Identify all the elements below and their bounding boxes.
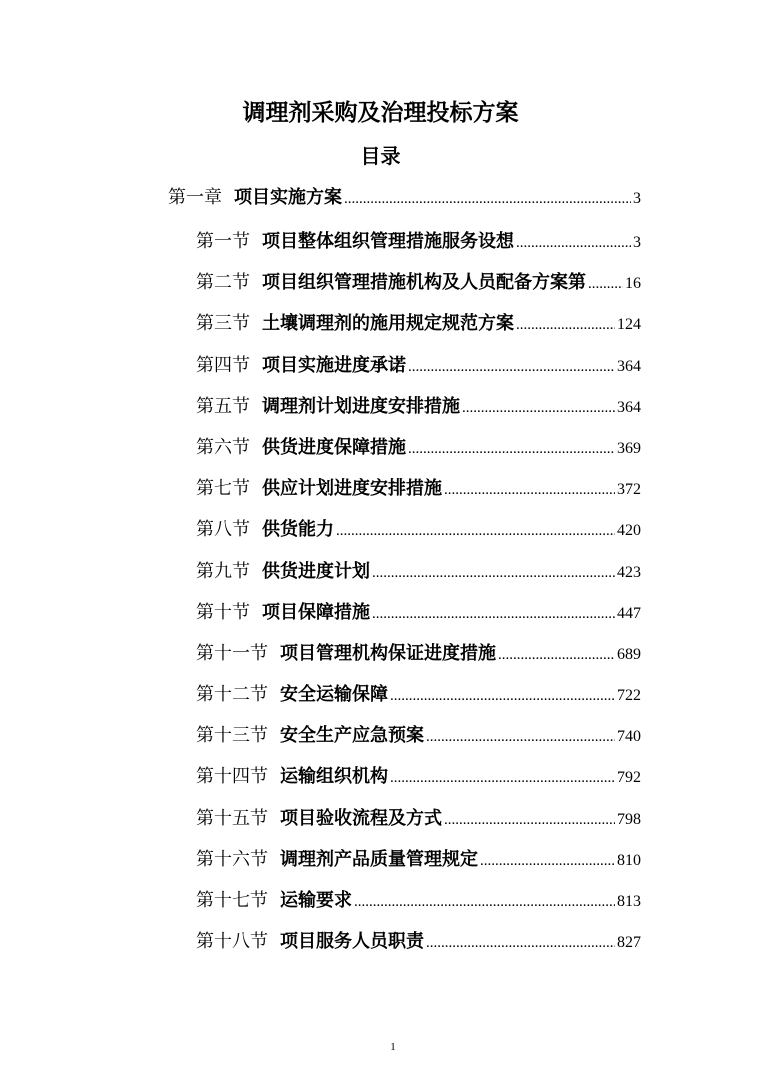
toc-section-title: 调理剂产品质量管理规定 bbox=[280, 848, 478, 869]
toc-section-page: 740 bbox=[617, 728, 641, 746]
dot-leader bbox=[336, 511, 615, 552]
dot-leader bbox=[588, 264, 623, 305]
toc-section-entry[interactable] bbox=[168, 509, 641, 550]
toc-section-page: 722 bbox=[617, 687, 641, 705]
toc-section-list bbox=[168, 221, 641, 962]
toc-section-page: 689 bbox=[617, 645, 641, 663]
toc-section-label: 第一节 bbox=[196, 231, 250, 251]
toc-chapter-entry[interactable] bbox=[168, 177, 641, 218]
toc-section-entry[interactable] bbox=[168, 551, 641, 592]
toc-heading: 目录 bbox=[360, 146, 401, 168]
toc-section-page: 372 bbox=[617, 481, 641, 499]
toc-section-title: 供货能力 bbox=[262, 519, 334, 540]
toc-section-entry[interactable] bbox=[168, 756, 641, 797]
toc-section-label: 第十四节 bbox=[196, 766, 268, 787]
document-title: 调理剂采购及治理投标方案 bbox=[242, 99, 519, 125]
toc-section-page: 798 bbox=[617, 810, 641, 828]
toc-section-label: 第七节 bbox=[196, 478, 250, 499]
toc-section-entry[interactable] bbox=[168, 633, 641, 674]
toc-section-label: 第十二节 bbox=[196, 684, 268, 705]
toc-section-label: 第四节 bbox=[196, 354, 250, 375]
toc-section-title: 项目管理机构保证进度措施 bbox=[280, 642, 496, 663]
toc-section-entry[interactable] bbox=[168, 674, 641, 715]
dot-leader bbox=[408, 347, 615, 388]
toc-section-entry[interactable] bbox=[168, 345, 641, 386]
toc-section-label: 第九节 bbox=[196, 560, 250, 581]
toc-section-page: 3 bbox=[633, 234, 641, 251]
toc-section-title: 土壤调理剂的施用规定规范方案 bbox=[262, 313, 514, 334]
toc-section-entry[interactable] bbox=[168, 921, 641, 962]
table-of-contents bbox=[168, 177, 641, 962]
toc-section-entry[interactable] bbox=[168, 386, 641, 427]
toc-section-entry[interactable] bbox=[168, 221, 641, 262]
dot-leader bbox=[444, 470, 615, 511]
toc-section-entry[interactable] bbox=[168, 262, 641, 303]
dot-leader bbox=[480, 841, 615, 882]
dot-leader bbox=[444, 800, 615, 841]
toc-section-label: 第八节 bbox=[196, 519, 250, 540]
toc-section-title: 供应计划进度安排措施 bbox=[262, 478, 442, 499]
toc-section-page: 827 bbox=[617, 934, 641, 952]
toc-section-title: 调理剂计划进度安排措施 bbox=[262, 395, 460, 416]
toc-section-title: 安全运输保障 bbox=[280, 684, 388, 705]
toc-section-title: 供货进度保障措施 bbox=[262, 436, 406, 457]
dot-leader bbox=[516, 223, 631, 264]
dot-leader bbox=[426, 717, 615, 758]
toc-section-page: 364 bbox=[617, 398, 641, 416]
toc-chapter-title: 项目实施方案 bbox=[234, 187, 342, 207]
dot-leader bbox=[516, 305, 615, 346]
dot-leader bbox=[390, 758, 615, 799]
toc-section-title: 供货进度计划 bbox=[262, 560, 370, 581]
dot-leader bbox=[354, 882, 615, 923]
toc-section-title: 运输要求 bbox=[280, 890, 352, 910]
toc-section-title: 项目组织管理措施机构及人员配备方案第 bbox=[262, 272, 586, 293]
toc-section-label: 第五节 bbox=[196, 395, 250, 416]
toc-section-title: 项目验收流程及方式 bbox=[280, 807, 442, 828]
dot-leader bbox=[390, 676, 615, 717]
toc-section-label: 第十一节 bbox=[196, 642, 268, 663]
dot-leader bbox=[372, 553, 615, 594]
toc-section-entry[interactable] bbox=[168, 715, 641, 756]
toc-section-label: 第六节 bbox=[196, 436, 250, 457]
toc-section-title: 项目整体组织管理措施服务设想 bbox=[262, 231, 514, 251]
toc-section-label: 第十五节 bbox=[196, 807, 268, 828]
dot-leader bbox=[498, 635, 615, 676]
page-number: 1 bbox=[390, 1041, 396, 1053]
toc-section-entry[interactable] bbox=[168, 798, 641, 839]
toc-section-page: 810 bbox=[617, 851, 641, 869]
toc-section-label: 第十六节 bbox=[196, 848, 268, 869]
toc-section-entry[interactable] bbox=[168, 468, 641, 509]
toc-section-label: 第十节 bbox=[196, 601, 250, 622]
toc-section-title: 运输组织机构 bbox=[280, 766, 388, 787]
toc-section-label: 第二节 bbox=[196, 272, 250, 293]
toc-section-page: 369 bbox=[617, 439, 641, 457]
toc-section-label: 第十三节 bbox=[196, 725, 268, 746]
toc-section-page: 124 bbox=[617, 316, 641, 334]
toc-chapter-page: 3 bbox=[633, 190, 641, 207]
toc-section-entry[interactable] bbox=[168, 303, 641, 344]
toc-chapter-label: 第一章 bbox=[168, 187, 222, 207]
toc-section-title: 项目实施进度承诺 bbox=[262, 354, 406, 375]
toc-section-label: 第十七节 bbox=[196, 890, 268, 910]
toc-section-title: 项目保障措施 bbox=[262, 601, 370, 622]
toc-section-title: 项目服务人员职责 bbox=[280, 931, 424, 952]
toc-section-page: 364 bbox=[617, 357, 641, 375]
dot-leader bbox=[462, 388, 615, 429]
toc-section-page: 423 bbox=[617, 563, 641, 581]
dot-leader bbox=[426, 923, 615, 964]
dot-leader bbox=[408, 429, 615, 470]
dot-leader bbox=[372, 594, 615, 635]
toc-section-entry[interactable] bbox=[168, 880, 641, 921]
toc-section-page: 792 bbox=[617, 769, 641, 787]
toc-section-title: 安全生产应急预案 bbox=[280, 725, 424, 746]
dot-leader bbox=[344, 179, 631, 220]
toc-section-page: 813 bbox=[617, 893, 641, 910]
toc-section-page: 447 bbox=[617, 604, 641, 622]
toc-section-page: 16 bbox=[625, 275, 641, 293]
toc-section-entry[interactable] bbox=[168, 839, 641, 880]
toc-section-label: 第十八节 bbox=[196, 931, 268, 952]
toc-section-entry[interactable] bbox=[168, 592, 641, 633]
toc-section-label: 第三节 bbox=[196, 313, 250, 334]
toc-section-page: 420 bbox=[617, 522, 641, 540]
toc-section-entry[interactable] bbox=[168, 427, 641, 468]
